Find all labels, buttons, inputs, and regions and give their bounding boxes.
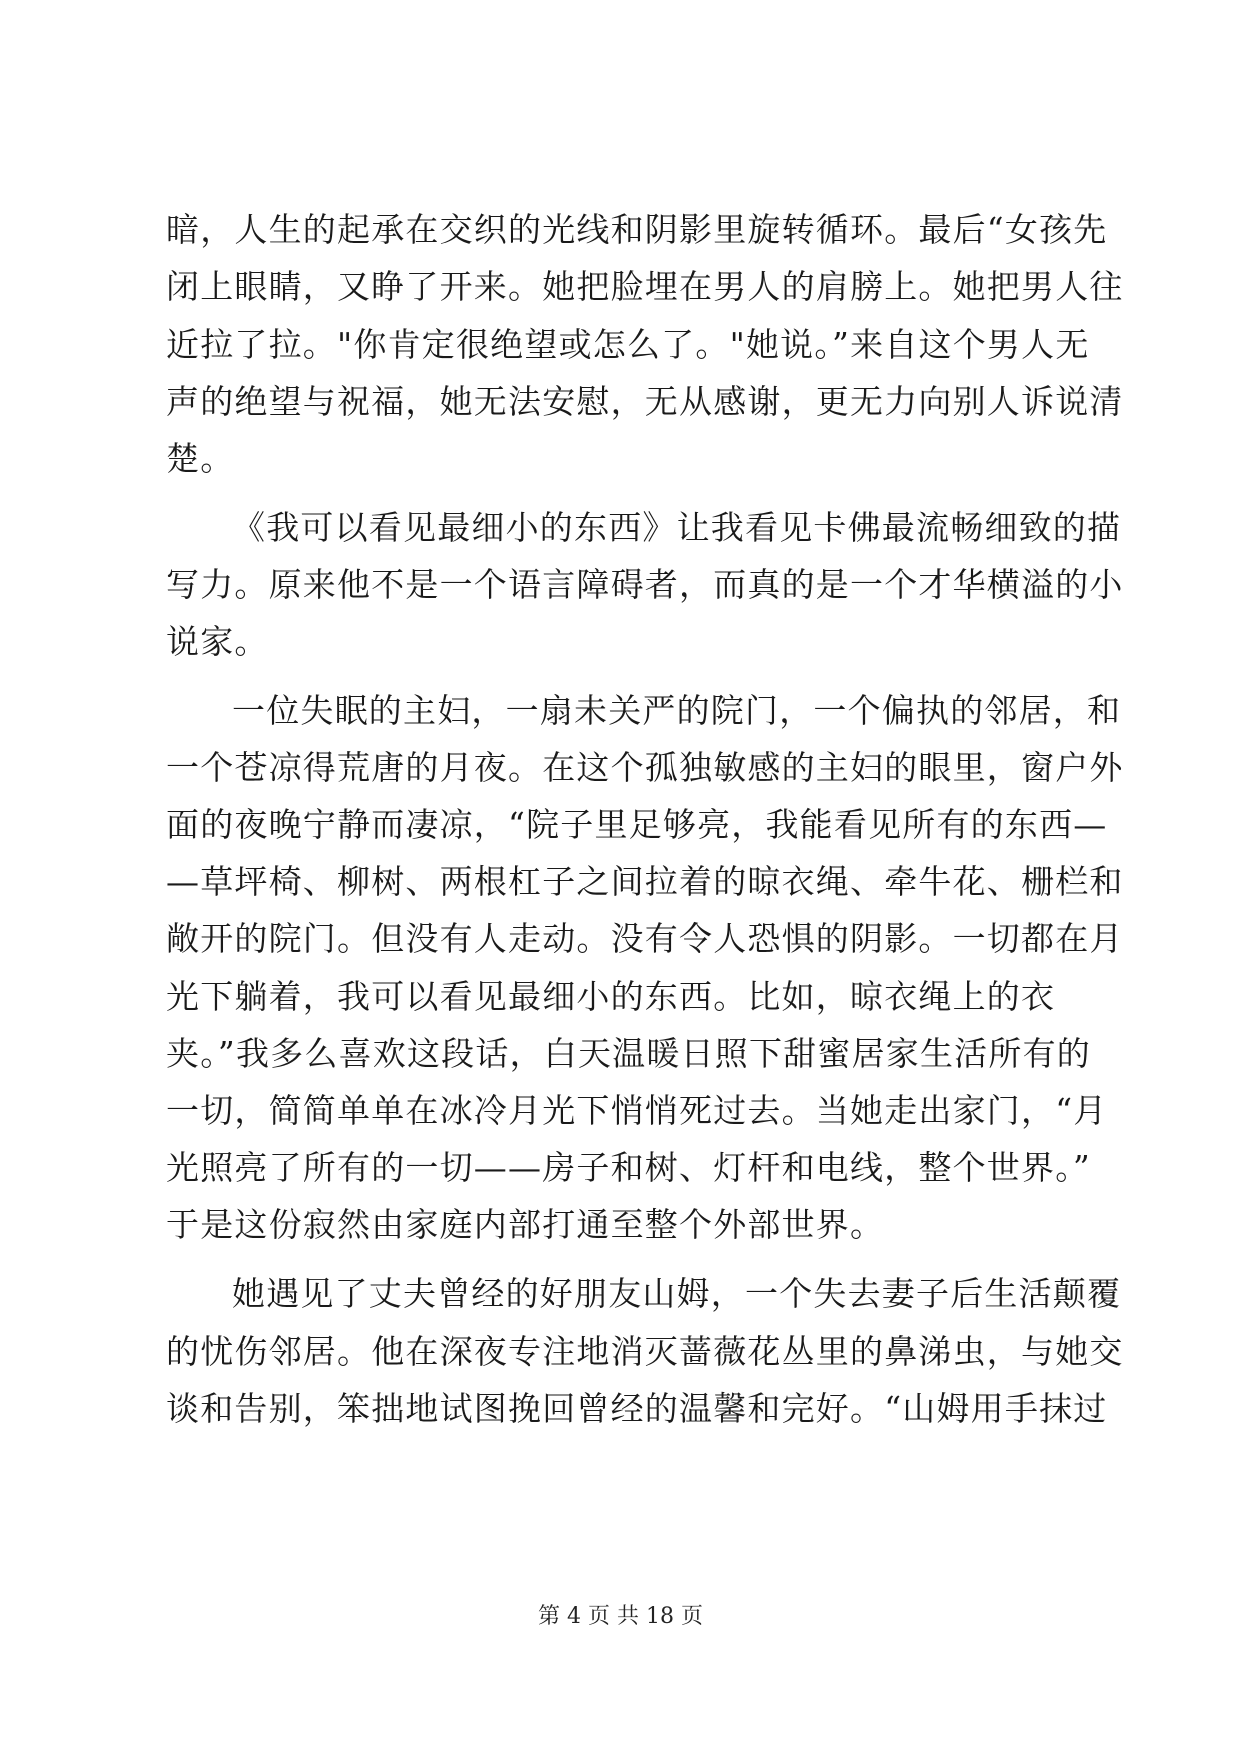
text-line: 面的夜晚宁静而凄凉，“院子里足够亮，我能看见所有的东西— — [166, 805, 1108, 844]
text-line: 敞开的院门。但没有人走动。没有令人恐惧的阴影。一切都在月 — [166, 919, 1124, 958]
paragraph-first-line: 一位失眠的主妇，一扇未关严的院门，一个偏执的邻居，和 — [232, 691, 1122, 730]
text-line: 光照亮了所有的一切——房子和树、灯杆和电线，整个世界。” — [166, 1148, 1091, 1187]
paragraph-first-line: 《我可以看见最细小的东西》让我看见卡佛最流畅细致的描 — [232, 508, 1122, 547]
text-line: 暗，人生的起承在交织的光线和阴影里旋转循环。最后“女孩先 — [166, 210, 1108, 249]
text-line: 一切，简简单单在冰冷月光下悄悄死过去。当她走出家门，“月 — [166, 1091, 1108, 1130]
text-line: 光下躺着，我可以看见最细小的东西。比如，晾衣绳上的衣 — [166, 977, 1056, 1016]
text-line: 说家。 — [166, 622, 269, 661]
text-line: 楚。 — [166, 439, 235, 478]
text-line: 夹。”我多么喜欢这段话，白天温暖日照下甜蜜居家生活所有的 — [166, 1034, 1091, 1073]
text-line: 谈和告别，笨拙地试图挽回曾经的温馨和完好。“山姆用手抹过 — [166, 1389, 1108, 1428]
text-line: 一个苍凉得荒唐的月夜。在这个孤独敏感的主妇的眼里，窗户外 — [166, 748, 1124, 787]
page-number-footer: 第 4 页 共 18 页 — [538, 1604, 703, 1629]
text-line: 声的绝望与祝福，她无法安慰，无从感谢，更无力向别人诉说清 — [166, 382, 1124, 421]
text-line: 近拉了拉。"你肯定很绝望或怎么了。"她说。”来自这个男人无 — [166, 325, 1090, 364]
text-line: 于是这份寂然由家庭内部打通至整个外部世界。 — [166, 1205, 885, 1244]
text-line: 写力。原来他不是一个语言障碍者，而真的是一个才华横溢的小 — [166, 565, 1124, 604]
paragraph-first-line: 她遇见了丈夫曾经的好朋友山姆，一个失去妻子后生活颠覆 — [232, 1274, 1122, 1313]
text-line: 闭上眼睛，又睁了开来。她把脸埋在男人的肩膀上。她把男人往 — [166, 267, 1124, 306]
text-line: —草坪椅、柳树、两根杠子之间拉着的晾衣绳、牵牛花、栅栏和 — [166, 862, 1124, 901]
text-line: 的忧伤邻居。他在深夜专注地消灭蔷薇花丛里的鼻涕虫，与她交 — [166, 1332, 1124, 1371]
